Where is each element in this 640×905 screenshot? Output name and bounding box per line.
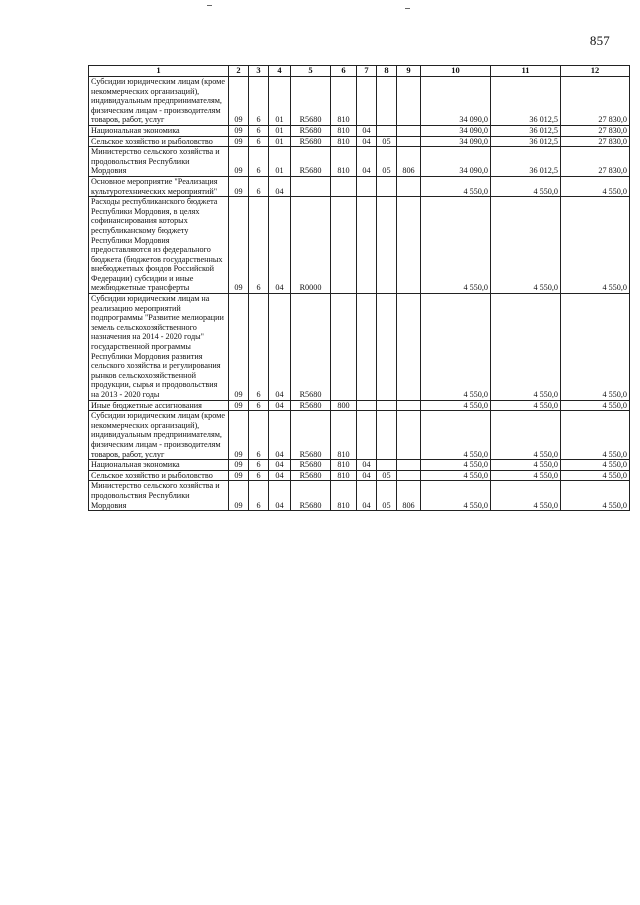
amount-cell: 4 550,0 [421, 460, 491, 471]
amount-cell: 4 550,0 [491, 470, 561, 481]
amount-cell: 4 550,0 [561, 197, 630, 294]
code-cell: 6 [249, 197, 269, 294]
code-cell: 09 [229, 400, 249, 411]
code-cell: 806 [397, 481, 421, 511]
code-cell: 6 [249, 77, 269, 126]
code-cell: 810 [331, 481, 357, 511]
column-header: 2 [229, 66, 249, 77]
scan-mark [405, 8, 410, 9]
code-cell [397, 411, 421, 460]
code-cell: 04 [269, 400, 291, 411]
amount-cell: 4 550,0 [421, 400, 491, 411]
scan-mark [207, 5, 212, 6]
code-cell: 810 [331, 77, 357, 126]
code-cell [397, 470, 421, 481]
code-cell: 04 [357, 470, 377, 481]
table-row [89, 197, 630, 294]
code-cell [377, 197, 397, 294]
amount-cell: 27 830,0 [561, 147, 630, 177]
code-cell: 04 [357, 460, 377, 471]
amount-cell: 4 550,0 [491, 411, 561, 460]
row-name-cell: Министерство сельского хозяйства и продовольствия Республики Мордовия [89, 147, 229, 177]
table-row [89, 470, 630, 481]
code-cell: 810 [331, 460, 357, 471]
code-cell [357, 197, 377, 294]
code-cell [331, 294, 357, 401]
column-header: 1 [89, 66, 229, 77]
code-cell [397, 460, 421, 471]
code-cell: 04 [269, 481, 291, 511]
code-cell: 6 [249, 125, 269, 136]
code-cell: 09 [229, 125, 249, 136]
code-cell [397, 197, 421, 294]
row-name-cell: Национальная экономика [89, 125, 229, 136]
amount-cell: 4 550,0 [561, 481, 630, 511]
code-cell: 806 [397, 147, 421, 177]
code-cell: 09 [229, 176, 249, 196]
code-cell: 05 [377, 481, 397, 511]
column-header: 12 [561, 66, 630, 77]
column-header: 3 [249, 66, 269, 77]
code-cell [331, 197, 357, 294]
amount-cell: 34 090,0 [421, 125, 491, 136]
code-cell: R5680 [291, 294, 331, 401]
amount-cell: 4 550,0 [421, 197, 491, 294]
row-name-cell: Субсидии юридическим лицам (кроме некоммерческих организаций), индивидуальным предпринимателям, физическим лицам - производителям товаров, работ, услуг [89, 411, 229, 460]
code-cell: 810 [331, 147, 357, 177]
code-cell [397, 400, 421, 411]
table-row [89, 176, 630, 196]
amount-cell: 4 550,0 [561, 294, 630, 401]
table-row [89, 77, 630, 126]
row-name-cell: Сельское хозяйство и рыболовство [89, 136, 229, 147]
column-header: 11 [491, 66, 561, 77]
code-cell: 05 [377, 147, 397, 177]
code-cell: 01 [269, 125, 291, 136]
code-cell: 6 [249, 481, 269, 511]
column-header: 10 [421, 66, 491, 77]
code-cell: R5680 [291, 77, 331, 126]
code-cell: 01 [269, 147, 291, 177]
amount-cell: 4 550,0 [561, 176, 630, 196]
code-cell [397, 294, 421, 401]
amount-cell: 36 012,5 [491, 147, 561, 177]
code-cell: 09 [229, 411, 249, 460]
code-cell: 09 [229, 294, 249, 401]
column-header: 4 [269, 66, 291, 77]
code-cell: R5680 [291, 411, 331, 460]
table-row [89, 294, 630, 401]
code-cell [291, 176, 331, 196]
code-cell: 04 [269, 294, 291, 401]
code-cell [397, 125, 421, 136]
amount-cell: 27 830,0 [561, 125, 630, 136]
row-name-cell: Сельское хозяйство и рыболовство [89, 470, 229, 481]
column-header: 5 [291, 66, 331, 77]
code-cell: R0000 [291, 197, 331, 294]
row-name-cell: Иные бюджетные ассигнования [89, 400, 229, 411]
amount-cell: 4 550,0 [561, 400, 630, 411]
amount-cell: 27 830,0 [561, 77, 630, 126]
code-cell: 01 [269, 77, 291, 126]
code-cell: 6 [249, 470, 269, 481]
code-cell: 6 [249, 400, 269, 411]
table-row [89, 147, 630, 177]
code-cell: 09 [229, 460, 249, 471]
table-row [89, 481, 630, 511]
code-cell [377, 77, 397, 126]
code-cell: R5680 [291, 481, 331, 511]
table-row [89, 460, 630, 471]
amount-cell: 34 090,0 [421, 77, 491, 126]
amount-cell: 4 550,0 [491, 176, 561, 196]
column-header: 8 [377, 66, 397, 77]
amount-cell: 4 550,0 [421, 294, 491, 401]
column-header: 9 [397, 66, 421, 77]
row-name-cell: Субсидии юридическим лицам на реализацию мероприятий подпрограммы "Развитие мелиорации земель сельскохозяйственного назначения на 2014 - 2020 годы" государственной программы Республики Мордовия развития сельского хозяйства и регулирования рынков сельскохозяйственной продукции, сырья и продовольствия на 2013 - 2020 годы [89, 294, 229, 401]
row-name-cell: Субсидии юридическим лицам (кроме некоммерческих организаций), индивидуальным предпринимателям, физическим лицам - производителям товаров, работ, услуг [89, 77, 229, 126]
code-cell [377, 400, 397, 411]
code-cell: R5680 [291, 470, 331, 481]
amount-cell: 34 090,0 [421, 136, 491, 147]
amount-cell: 36 012,5 [491, 125, 561, 136]
code-cell: 09 [229, 136, 249, 147]
amount-cell: 27 830,0 [561, 136, 630, 147]
code-cell: R5680 [291, 400, 331, 411]
code-cell: 810 [331, 136, 357, 147]
amount-cell: 4 550,0 [421, 481, 491, 511]
code-cell: 09 [229, 470, 249, 481]
code-cell: 6 [249, 136, 269, 147]
code-cell: 04 [269, 470, 291, 481]
code-cell: 810 [331, 411, 357, 460]
amount-cell: 4 550,0 [561, 470, 630, 481]
code-cell [331, 176, 357, 196]
code-cell: 04 [269, 176, 291, 196]
code-cell: 09 [229, 77, 249, 126]
code-cell: 6 [249, 294, 269, 401]
code-cell [357, 400, 377, 411]
code-cell: 04 [357, 136, 377, 147]
code-cell: 04 [269, 197, 291, 294]
code-cell [397, 136, 421, 147]
row-name-cell: Основное мероприятие "Реализация культуротехнических мероприятий" [89, 176, 229, 196]
table-row [89, 411, 630, 460]
code-cell: 800 [331, 400, 357, 411]
code-cell: 04 [357, 125, 377, 136]
code-cell: 09 [229, 197, 249, 294]
code-cell: 6 [249, 147, 269, 177]
amount-cell: 4 550,0 [491, 197, 561, 294]
code-cell: 810 [331, 470, 357, 481]
row-name-cell: Министерство сельского хозяйства и продовольствия Республики Мордовия [89, 481, 229, 511]
code-cell: R5680 [291, 460, 331, 471]
code-cell: 09 [229, 147, 249, 177]
row-name-cell: Национальная экономика [89, 460, 229, 471]
page-number: 857 [589, 33, 610, 48]
code-cell: R5680 [291, 147, 331, 177]
code-cell [357, 176, 377, 196]
code-cell: R5680 [291, 125, 331, 136]
amount-cell: 4 550,0 [421, 411, 491, 460]
amount-cell: 4 550,0 [491, 400, 561, 411]
amount-cell: 4 550,0 [561, 411, 630, 460]
code-cell: 05 [377, 136, 397, 147]
code-cell [377, 294, 397, 401]
column-header: 7 [357, 66, 377, 77]
amount-cell: 4 550,0 [421, 470, 491, 481]
code-cell: 09 [229, 481, 249, 511]
code-cell: 05 [377, 470, 397, 481]
table-row [89, 136, 630, 147]
code-cell: 6 [249, 411, 269, 460]
code-cell [397, 176, 421, 196]
amount-cell: 4 550,0 [491, 481, 561, 511]
code-cell: 04 [269, 460, 291, 471]
code-cell [377, 411, 397, 460]
amount-cell: 4 550,0 [491, 294, 561, 401]
code-cell: 6 [249, 460, 269, 471]
code-cell [357, 294, 377, 401]
budget-table [88, 65, 630, 511]
code-cell: 810 [331, 125, 357, 136]
amount-cell: 4 550,0 [561, 460, 630, 471]
code-cell: 04 [269, 411, 291, 460]
row-name-cell: Расходы республиканского бюджета Республики Мордовия, в целях софинансирования которых республиканскому бюджету Республики Мордовия предоставляются из федерального бюджета (бюджетов государственных внебюджетных фондов Российской Федерации) субсидии и иные межбюджетные трансферты [89, 197, 229, 294]
code-cell: 6 [249, 176, 269, 196]
amount-cell: 4 550,0 [491, 460, 561, 471]
amount-cell: 4 550,0 [421, 176, 491, 196]
code-cell [357, 77, 377, 126]
amount-cell: 34 090,0 [421, 147, 491, 177]
code-cell [357, 411, 377, 460]
code-cell: R5680 [291, 136, 331, 147]
table-row [89, 125, 630, 136]
code-cell [377, 460, 397, 471]
amount-cell: 36 012,5 [491, 136, 561, 147]
amount-cell: 36 012,5 [491, 77, 561, 126]
code-cell [377, 176, 397, 196]
table-header-row [89, 66, 630, 77]
code-cell [397, 77, 421, 126]
column-header: 6 [331, 66, 357, 77]
code-cell [377, 125, 397, 136]
table-row [89, 400, 630, 411]
code-cell: 04 [357, 481, 377, 511]
code-cell: 01 [269, 136, 291, 147]
code-cell: 04 [357, 147, 377, 177]
